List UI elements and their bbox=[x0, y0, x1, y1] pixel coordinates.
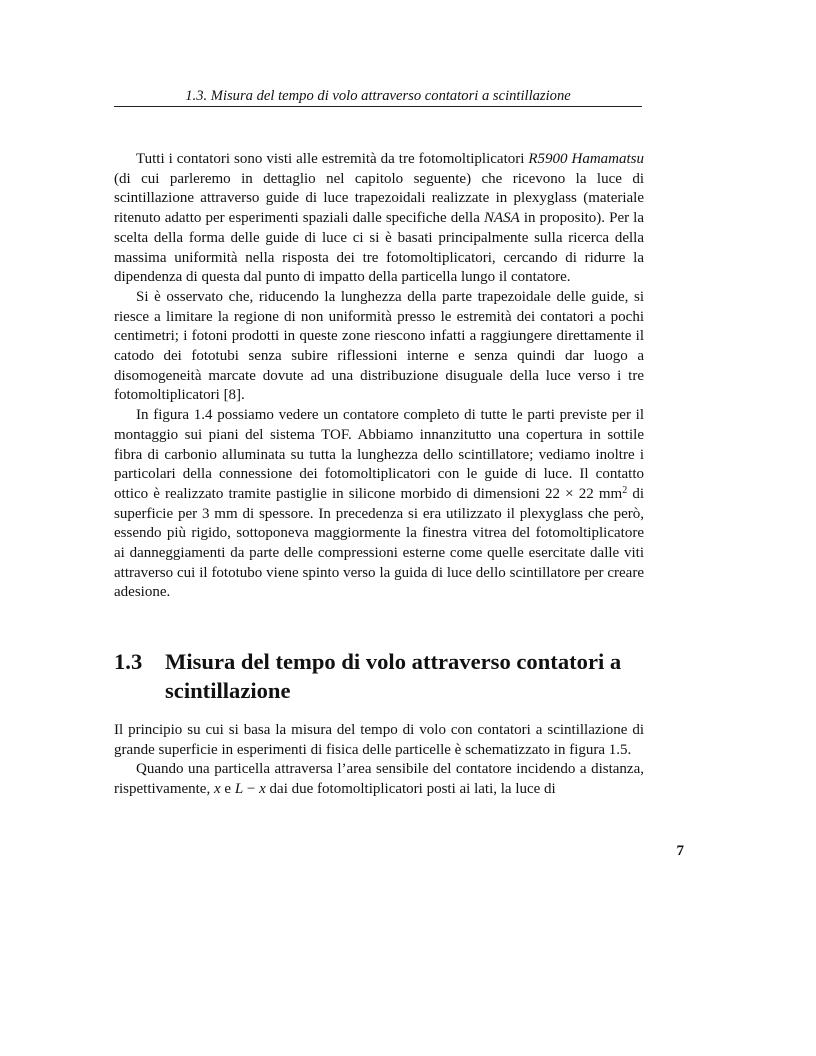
paragraph: Quando una particella attraversa l’area sensibile del contatore incidendo a distanza, rispettivamente, x e L − x dai due fotomoltiplicatori posti ai lati, la luce di bbox=[114, 761, 644, 798]
pmt-model-name: R5900 Hamamatsu bbox=[528, 151, 644, 167]
section-title: Misura del tempo di volo attraverso contatori a scintillazione bbox=[165, 649, 622, 703]
paragraph: Tutti i contatori sono visti alle estremità da tre fotomoltiplicatori R5900 Hamamatsu (di cui parleremo in dettaglio nel capitolo seguente) che ricevono la luce di scintillazione attraverso guide di luce trapezoidali realizzate in plexyglass (materiale ritenuto adatto per esperimenti spaziali dalle specifiche della NASA in proposito). Per la scelta della forma delle guide di luce ci si è basati principalmente sulla ricerca della massima uniformità nella risposta dei tre fotomoltiplicatori, cercando di ridurre la dipendenza di questa dal punto di impatto della particella lungo il contatore. bbox=[114, 151, 644, 286]
body-text-top bbox=[114, 150, 644, 603]
math-variable: x bbox=[213, 781, 221, 798]
paragraph: Il principio su cui si basa la misura del tempo di volo con contatori a scintillazione di grande superficie in esperimenti di fisica delle particelle è schematizzato in figura 1.5. bbox=[114, 722, 644, 758]
running-head: 1.3. Misura del tempo di volo attraverso contatori a scintillazione bbox=[114, 86, 642, 107]
body-text-bottom bbox=[114, 721, 644, 800]
math-dimension: 22 × 22 bbox=[545, 485, 594, 502]
section-number: 1.3 bbox=[114, 649, 143, 674]
paragraph: Si è osservato che, riducendo la lunghezza della parte trapezoidale delle guide, si riesce a limitare la regione di non uniformità presso le estremità dei contatori a pochi centimetri; i fotoni prodotti in queste zone riescono infatti a raggiungere direttamente il catodo dei fototubi senza subire riflessioni interne e senza quindi dar luogo a disomogeneità marcate dovute ad una distribuzione disuguale della luce verso i tre fotomoltiplicatori [8]. bbox=[114, 288, 644, 404]
page-number: 7 bbox=[676, 843, 684, 859]
math-expression: L − x bbox=[234, 781, 266, 798]
agency-name: NASA bbox=[483, 210, 520, 227]
paragraph: In figura 1.4 possiamo vedere un contatore completo di tutte le parti previste per il montaggio sui piani del sistema TOF. Abbiamo innanzitutto una copertura in sottile fibra di carbonio alluminata su tutta la lunghezza dello scintillatore; vediamo inoltre i particolari della connessione dei fotomoltiplicatori con le guide di luce. Il contatto ottico è realizzato tramite pastiglie in silicone morbido di dimensioni 22 × 22 $mm^2$ di superficie per 3 mm di spessore. In precedenza si era utilizzato il plexyglass che però, essendo più rigido, sottoponeva maggiormente la finestra vitrea del fotomoltiplicatore ai danneggiamenti da parte delle compressioni esterne come quelle esercitate dalle viti attraverso cui il fototubo viene spinto verso la guida di luce dello scintillatore per creare adesione. bbox=[114, 407, 644, 601]
